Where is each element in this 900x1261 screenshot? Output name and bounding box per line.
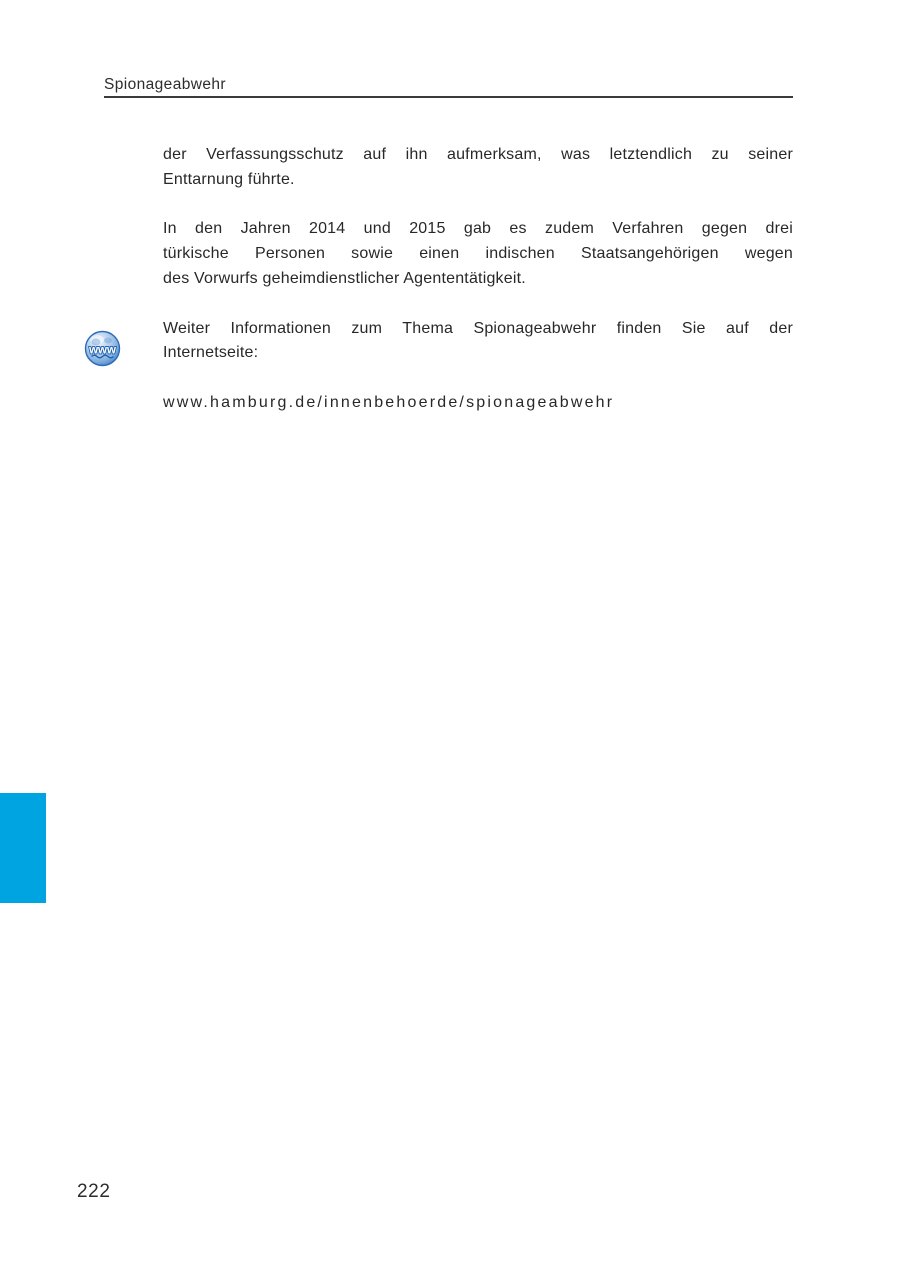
www-globe-graphic	[84, 330, 121, 367]
www-globe-icon	[84, 330, 121, 367]
www-icon-label: www	[89, 344, 116, 357]
text-line: Enttarnung führte.	[163, 170, 295, 188]
text-line: des Vorwurfs geheimdienstlicher Agententätigkeit.	[163, 269, 526, 287]
chapter-tab-marker	[0, 793, 46, 903]
text-line: In den Jahren 2014 und 2015 gab es zudem Verfahren gegen drei	[163, 220, 793, 238]
text-line: Internetseite:	[163, 344, 259, 362]
paragraph	[163, 391, 793, 416]
page-number: 222	[77, 1181, 111, 1202]
paragraph	[163, 143, 793, 193]
paragraph	[163, 317, 793, 367]
url-text: www.hamburg.de/innenbehoerde/spionageabwehr	[163, 393, 615, 411]
section-title: Spionageabwehr	[104, 76, 226, 93]
text-line: türkische Personen sowie einen indischen Staatsangehörigen wegen	[163, 245, 793, 263]
header-rule	[104, 96, 793, 98]
text-line: Weiter Informationen zum Thema Spionageabwehr finden Sie auf der	[163, 319, 793, 337]
body-text	[163, 143, 793, 441]
text-line: der Verfassungsschutz auf ihn aufmerksam, was letztendlich zu seiner	[163, 146, 793, 163]
paragraph	[163, 217, 793, 291]
